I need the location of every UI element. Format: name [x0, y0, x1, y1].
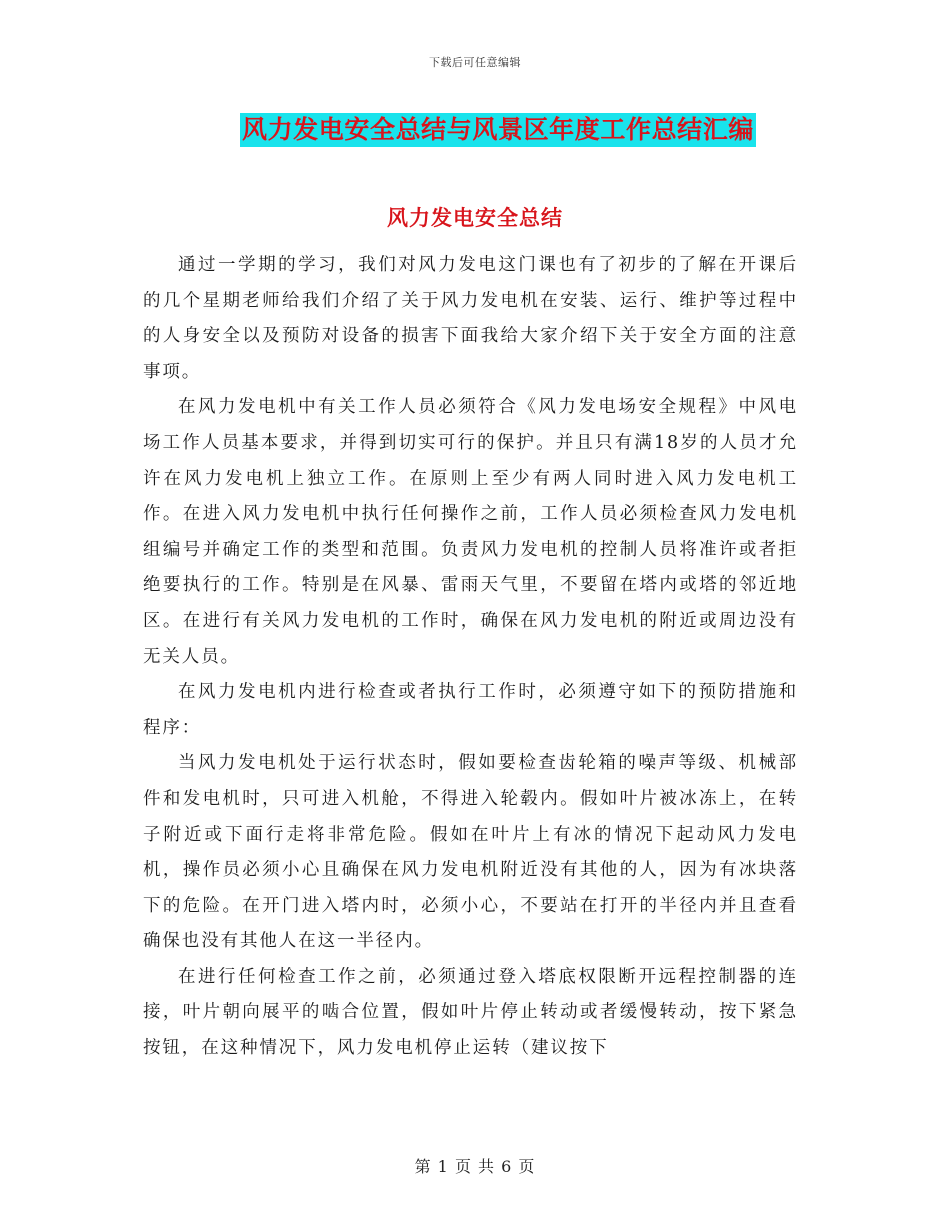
- paragraph: 在风力发电机内进行检查或者执行工作时，必须遵守如下的预防措施和程序：: [143, 682, 798, 738]
- page-header: 下载后可任意编辑: [429, 56, 521, 69]
- paragraph: 在进行任何检查工作之前，必须通过登入塔底权限断开远程控制器的连接，叶片朝向展平的啮合位置，假如叶片停止转动或者缓慢转动，按下紧急按钮，在这种情况下，风力发电机停止运转（建议按下: [143, 966, 798, 1059]
- document-title-container: [0, 113, 950, 147]
- paragraph: 通过一学期的学习，我们对风力发电这门课也有了初步的了解在开课后的几个星期老师给我们介绍了关于风力发电机在安装、运行、维护等过程中的人身安全以及预防对设备的损害下面我给大家介绍下关于安全方面的注意事项。: [143, 255, 798, 382]
- section-title: 风力发电安全总结: [387, 205, 563, 230]
- page-footer: 第 1 页 共 6 页: [414, 1157, 536, 1176]
- paragraph: 当风力发电机处于运行状态时，假如要检查齿轮箱的噪声等级、机械部件和发电机时，只可进入机舱，不得进入轮毂内。假如叶片被冰冻上，在转子附近或下面行走将非常危险。假如在叶片上有冰的情况下起动风力发电机，操作员必须小心且确保在风力发电机附近没有其他的人，因为有冰块落下的危险。在开门进入塔内时，必须小心，不要站在打开的半径内并且查看确保也没有其他人在这一半径内。: [143, 753, 798, 952]
- document-title: 风力发电安全总结与风景区年度工作总结汇编: [240, 113, 756, 147]
- document-body: [143, 248, 798, 1067]
- paragraph: 在风力发电机中有关工作人员必须符合《风力发电场安全规程》中风电场工作人员基本要求，并得到切实可行的保护。并且只有满18岁的人员才允许在风力发电机上独立工作。在原则上至少有两人同时进入风力发电机工作。在进入风力发电机中执行任何操作之前，工作人员必须检查风力发电机组编号并确定工作的类型和范围。负责风力发电机的控制人员将准许或者拒绝要执行的工作。特别是在风暴、雷雨天气里，不要留在塔内或塔的邻近地区。在进行有关风力发电机的工作时，确保在风力发电机的附近或周边没有无关人员。: [143, 397, 798, 667]
